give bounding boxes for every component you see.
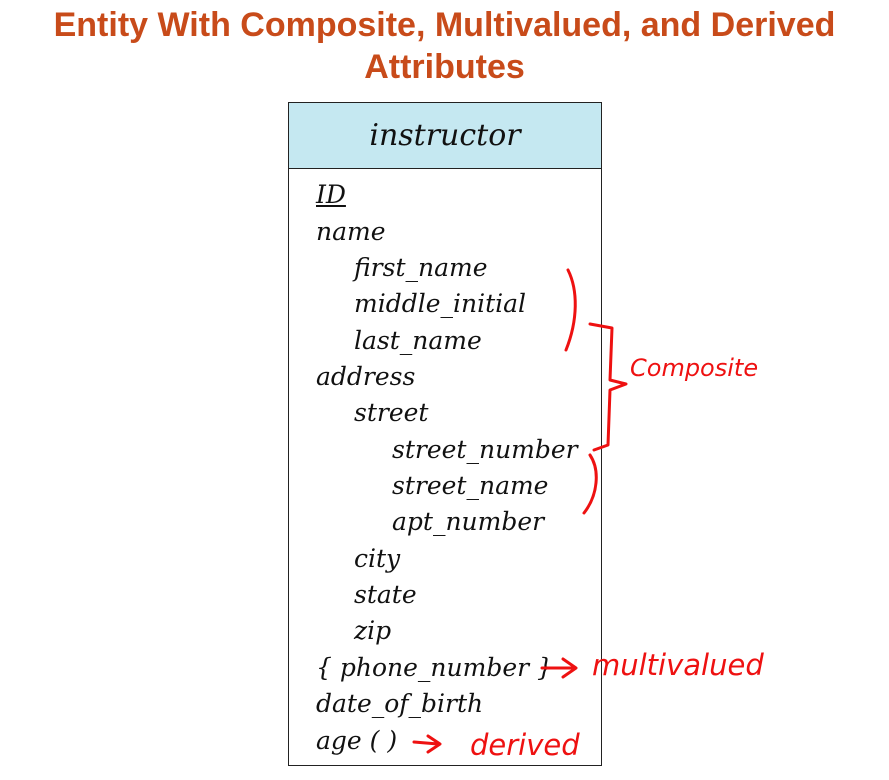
attribute-apt-number: apt_number [392, 507, 545, 536]
attribute-age: age ( ) [316, 726, 398, 755]
attribute-date-of-birth: date_of_birth [316, 689, 484, 718]
entity-name: instructor [289, 103, 601, 169]
attribute-zip: zip [354, 616, 392, 645]
slide-title [0, 4, 889, 88]
attribute-name: name [316, 217, 386, 246]
slide-title-line-1: Entity With Composite, Multivalued, and Derived [53, 6, 836, 44]
attribute-first-name: first_name [354, 253, 488, 282]
derived-label: derived [470, 728, 580, 762]
composite-label: Composite [630, 354, 759, 382]
multivalued-label: multivalued [592, 648, 764, 682]
attribute-id: ID [316, 180, 346, 209]
attribute-address: address [316, 362, 416, 391]
attribute-street: street [354, 398, 429, 427]
attribute-city: city [354, 544, 401, 573]
attribute-state: state [354, 580, 417, 609]
attribute-street-name: street_name [392, 471, 549, 500]
attribute-street-number: street_number [392, 435, 578, 464]
attribute-phone-number: { phone_number } [316, 653, 553, 682]
slide-title-line-2: Attributes [364, 48, 525, 86]
attribute-last-name: last_name [354, 326, 482, 355]
attribute-middle-initial: middle_initial [354, 289, 527, 318]
